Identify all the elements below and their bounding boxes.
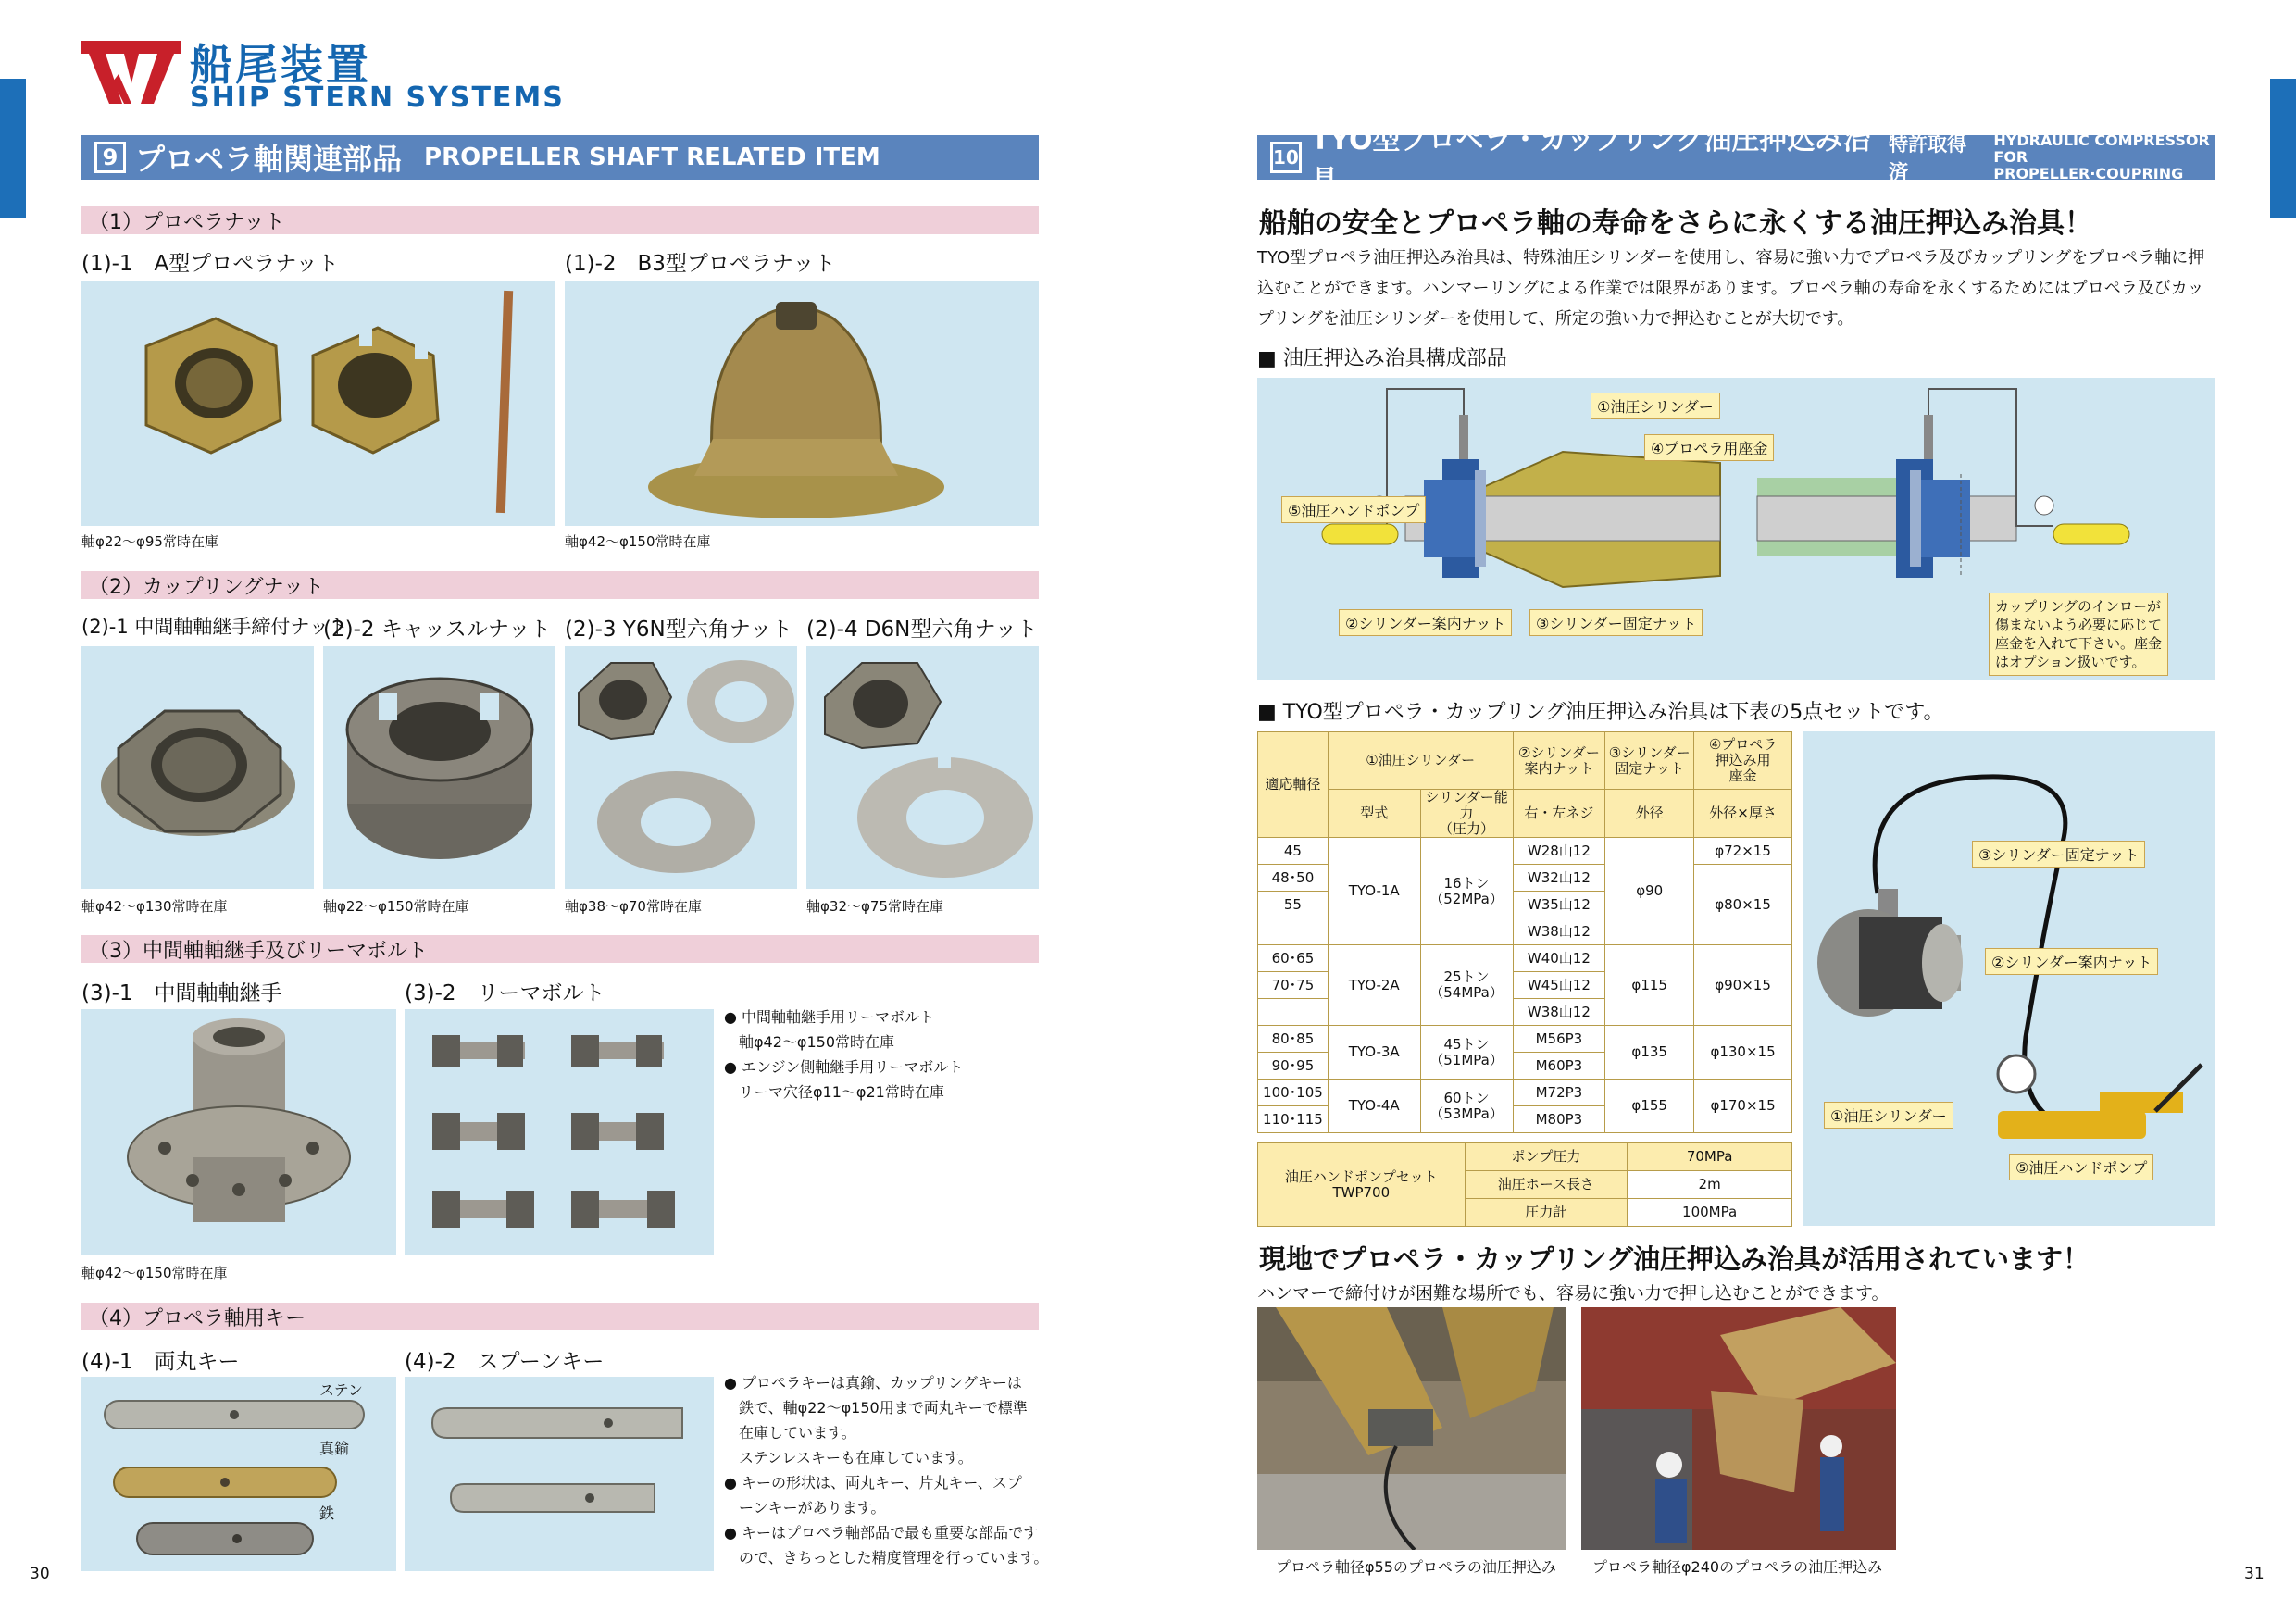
cell-thread: W38山12 <box>1513 918 1605 945</box>
caption-2-1: 軸φ42～φ130常時在庫 <box>81 898 228 915</box>
callout-guide-nut: ②シリンダー案内ナット <box>1339 609 1512 636</box>
left-edge-tab <box>0 79 26 218</box>
cell-model: TYO-1A <box>1328 838 1420 945</box>
right-headline: 船舶の安全とプロペラ軸の寿命をさらに永くする油圧押込み治具！ <box>1259 207 2092 240</box>
photo-intermediate-shaft-coupling <box>81 1009 396 1255</box>
cell-dia: 45 <box>1258 838 1329 865</box>
sub3-bar: （3）中間軸軸継手及びリーマボルト <box>81 935 1039 963</box>
th-thread: 右・左ネジ <box>1513 790 1605 838</box>
photo-callout-fix-nut: ③シリンダー固定ナット <box>1972 841 2145 868</box>
item-2-2-label: (2)-2 キャッスルナット <box>323 618 552 642</box>
right-paragraph: TYO型プロペラ油圧押込み治具は、特殊油圧シリンダーを使用し、容易に強い力でプロペラ及びカップリングをプロペラ軸に押込むことができます。ハンマーリングによる作業では限界があります。プロペラ軸の寿命を永くするためにはプロペラ及びカップリングを油圧シリンダーを使用して、所定の強い力で押込むことが大切です。 <box>1257 248 2205 329</box>
right-headline-2: 現地でプロペラ・カップリング油圧押込み治具が活用されています！ <box>1259 1243 2090 1275</box>
th-capacity: シリンダー能力 （圧力） <box>1420 790 1513 838</box>
page-number-left: 30 <box>30 1565 50 1583</box>
th-cylinder: ①油圧シリンダー <box>1328 732 1513 790</box>
section-9-title-jp: プロペラ軸関連部品 <box>135 142 403 177</box>
item-4-2-label: (4)-2 スプーンキー <box>405 1350 605 1374</box>
caption-3-1: 軸φ42～φ150常時在庫 <box>81 1265 228 1281</box>
photo-double-round-keys <box>81 1377 396 1571</box>
page-number-right: 31 <box>2244 1565 2265 1583</box>
cell-dia: 100･105 <box>1258 1080 1329 1106</box>
cell-capacity: 60トン （53MPa） <box>1420 1080 1513 1133</box>
brand-logo <box>81 37 181 107</box>
cell-model: TYO-4A <box>1328 1080 1420 1133</box>
pump-set-name: 油圧ハンドポンプセット TWP700 <box>1258 1143 1466 1227</box>
photo-intermediate-shaft-nut <box>81 646 314 889</box>
photo-caption-phi240: プロペラ軸径φ240のプロペラの油圧押込み <box>1592 1558 1883 1576</box>
cell-od: φ90 <box>1605 838 1694 945</box>
pump-val: 2m <box>1628 1171 1792 1199</box>
cell-thread: M80P3 <box>1513 1106 1605 1133</box>
pump-table <box>1257 1142 1792 1227</box>
caption-2-2: 軸φ22～φ150常時在庫 <box>323 898 469 915</box>
cell-dia: 90･95 <box>1258 1053 1329 1080</box>
caption-2-3: 軸φ38～φ70常時在庫 <box>565 898 702 915</box>
caption-1-2: 軸φ42～φ150常時在庫 <box>565 533 711 550</box>
section-10-number: 10 <box>1270 142 1302 173</box>
section-10-patent: 特許取得済 <box>1889 133 1967 183</box>
th-dia: 適応軸径 <box>1258 732 1329 838</box>
item-1-1-label: (1)-1 A型プロペラナット <box>81 252 339 276</box>
pump-val: 70MPa <box>1628 1143 1792 1171</box>
cell-thread: M72P3 <box>1513 1080 1605 1106</box>
callout-propeller-seat: ④プロペラ用座金 <box>1644 434 1774 461</box>
caption-2-4: 軸φ32～φ75常時在庫 <box>806 898 943 915</box>
section-9-number: 9 <box>94 142 126 173</box>
right-subline-2: ハンマーで締付けが困難な場所でも、容易に強い力で押し込むことができます。 <box>1257 1283 1890 1304</box>
photo-callout-guide-nut: ②シリンダー案内ナット <box>1985 948 2158 975</box>
item-3-1-label: (3)-1 中間軸軸継手 <box>81 981 282 1005</box>
header-title-en: SHIP STERN SYSTEMS <box>190 81 565 114</box>
cell-dia: 70･75 <box>1258 972 1329 999</box>
pump-key: 油圧ホース長さ <box>1465 1171 1628 1199</box>
pump-val: 100MPa <box>1628 1199 1792 1227</box>
item-2-3-label: (2)-3 Y6N型六角ナット <box>565 618 793 642</box>
section-10-title-jp: TYO型プロペラ・カップリング油圧押込み治具 <box>1310 124 1871 197</box>
cell-capacity: 16トン （52MPa） <box>1420 838 1513 945</box>
photo-reamer-bolts <box>405 1009 714 1255</box>
cell-dia: 48･50 <box>1258 865 1329 892</box>
th-guide: ②シリンダー 案内ナット <box>1513 732 1605 790</box>
cell-od: φ135 <box>1605 1026 1694 1080</box>
pump-key: ポンプ圧力 <box>1465 1143 1628 1171</box>
th-seat: ④プロペラ 押込み用 座金 <box>1694 732 1792 790</box>
spec-table <box>1257 731 1792 1133</box>
cell-dia: 60･65 <box>1258 945 1329 972</box>
sub1-bar: （1）プロペラナット <box>81 206 1039 234</box>
cell-model: TYO-3A <box>1328 1026 1420 1080</box>
cell-dia: 55 <box>1258 892 1329 918</box>
item-1-2-label: (1)-2 B3型プロペラナット <box>565 252 836 276</box>
cell-thread: M56P3 <box>1513 1026 1605 1053</box>
cell-dia: 80･85 <box>1258 1026 1329 1053</box>
cell-thread: W45山12 <box>1513 972 1605 999</box>
section-9-bar <box>81 135 1039 180</box>
cell-thread: W38山12 <box>1513 999 1605 1026</box>
photo-castle-nut <box>323 646 555 889</box>
th-model: 型式 <box>1328 790 1420 838</box>
sub3-notes: ● 中間軸軸継手用リーマボルト 軸φ42～φ150常時在庫 ● エンジン側軸継手用リーマボルト リーマ穴径φ11～φ21常時在庫 <box>724 1008 964 1101</box>
caption-1-1: 軸φ22～φ95常時在庫 <box>81 533 218 550</box>
cell-thread: W35山12 <box>1513 892 1605 918</box>
photo-tyo-compressor-set <box>1803 731 2215 1226</box>
photo-callout-hand-pump: ⑤油圧ハンドポンプ <box>2009 1154 2153 1180</box>
cell-thread: M60P3 <box>1513 1053 1605 1080</box>
cell-model: TYO-2A <box>1328 945 1420 1026</box>
key-label-brass: 真鍮 <box>319 1440 350 1457</box>
section-9-title-en: PROPELLER SHAFT RELATED ITEM <box>424 144 880 171</box>
cell-od: φ115 <box>1605 945 1694 1026</box>
photo-callout-cylinder: ①油圧シリンダー <box>1824 1102 1953 1129</box>
section-10-title-en-1: HYDRAULIC COMPRESSOR <box>1993 131 2210 149</box>
photo-caption-phi55: プロペラ軸径φ55のプロペラの油圧押込み <box>1276 1558 1556 1576</box>
cell-seat: φ90×15 <box>1694 945 1792 1026</box>
cell-capacity: 25トン （54MPa） <box>1420 945 1513 1026</box>
callout-cylinder: ①油圧シリンダー <box>1591 393 1720 419</box>
cell-od: φ155 <box>1605 1080 1694 1133</box>
header-title-jp: 船尾装置 <box>190 40 371 90</box>
photo-onsite-phi240 <box>1581 1307 1896 1550</box>
section-10-title-en-2: FOR PROPELLER·COUPRING <box>1993 148 2184 182</box>
key-label-iron: 鉄 <box>319 1504 335 1522</box>
item-4-1-label: (4)-1 両丸キー <box>81 1350 240 1374</box>
cell-capacity: 45トン （51MPa） <box>1420 1026 1513 1080</box>
cell-dia: 110･115 <box>1258 1106 1329 1133</box>
th-fix: ③シリンダー 固定ナット <box>1605 732 1694 790</box>
pump-key: 圧力計 <box>1465 1199 1628 1227</box>
cell-thread: W32山12 <box>1513 865 1605 892</box>
item-2-1-label: (2)-1 中間軸軸継手締付ナット <box>81 616 348 638</box>
callout-fix-nut: ③シリンダー固定ナット <box>1529 609 1703 636</box>
callout-hand-pump: ⑤油圧ハンドポンプ <box>1281 496 1426 523</box>
sub2-bar: （2）カップリングナット <box>81 571 1039 599</box>
cell-dia <box>1258 999 1329 1026</box>
photo-spoon-keys <box>405 1377 714 1571</box>
right-edge-tab <box>2270 79 2296 218</box>
photo-d6n-hex-nut <box>806 646 1039 889</box>
cell-seat: φ72×15 <box>1694 838 1792 865</box>
cell-seat: φ170×15 <box>1694 1080 1792 1133</box>
table-heading: ■ TYO型プロペラ・カップリング油圧押込み治具は下表の5点セットです。 <box>1257 701 1944 724</box>
photo-y6n-hex-nut <box>565 646 797 889</box>
section-10-bar <box>1257 124 2215 197</box>
section-10-title-en <box>1993 132 2215 182</box>
sub4-notes: ● プロペラキーは真鍮、カップリングキーは 鉄で、軸φ22～φ150用まで両丸キーで標準 在庫しています。 ステンレスキーも在庫しています。 ● キーの形状は、両丸キー、片丸キー、スプ ーンキーがあります。 ● キーはプロペラ軸部品で最も重要な部品です ので、きちっとした精度管理を行っています。 <box>724 1374 1049 1567</box>
sub4-bar: （4）プロペラ軸用キー <box>81 1303 1039 1330</box>
cell-seat: φ80×15 <box>1694 865 1792 945</box>
th-od-thickness: 外径×厚さ <box>1694 790 1792 838</box>
callout-coupling-note: カップリングのインローが 傷まないよう必要に応じて 座金を入れて下さい。座金 はオプション扱いです。 <box>1989 593 2168 676</box>
th-od: 外径 <box>1605 790 1694 838</box>
key-label-stainless: ステン <box>319 1381 363 1399</box>
photo-b3-type-propeller-nut <box>565 281 1039 526</box>
item-3-2-label: (3)-2 リーマボルト <box>405 981 605 1005</box>
cell-dia <box>1258 918 1329 945</box>
photo-onsite-phi55 <box>1257 1307 1566 1550</box>
cell-thread: W28山12 <box>1513 838 1605 865</box>
diagram-heading: ■ 油圧押込み治具構成部品 <box>1257 347 1507 370</box>
item-2-4-label: (2)-4 D6N型六角ナット <box>806 618 1038 642</box>
cell-seat: φ130×15 <box>1694 1026 1792 1080</box>
cell-thread: W40山12 <box>1513 945 1605 972</box>
photo-a-type-propeller-nut <box>81 281 555 526</box>
